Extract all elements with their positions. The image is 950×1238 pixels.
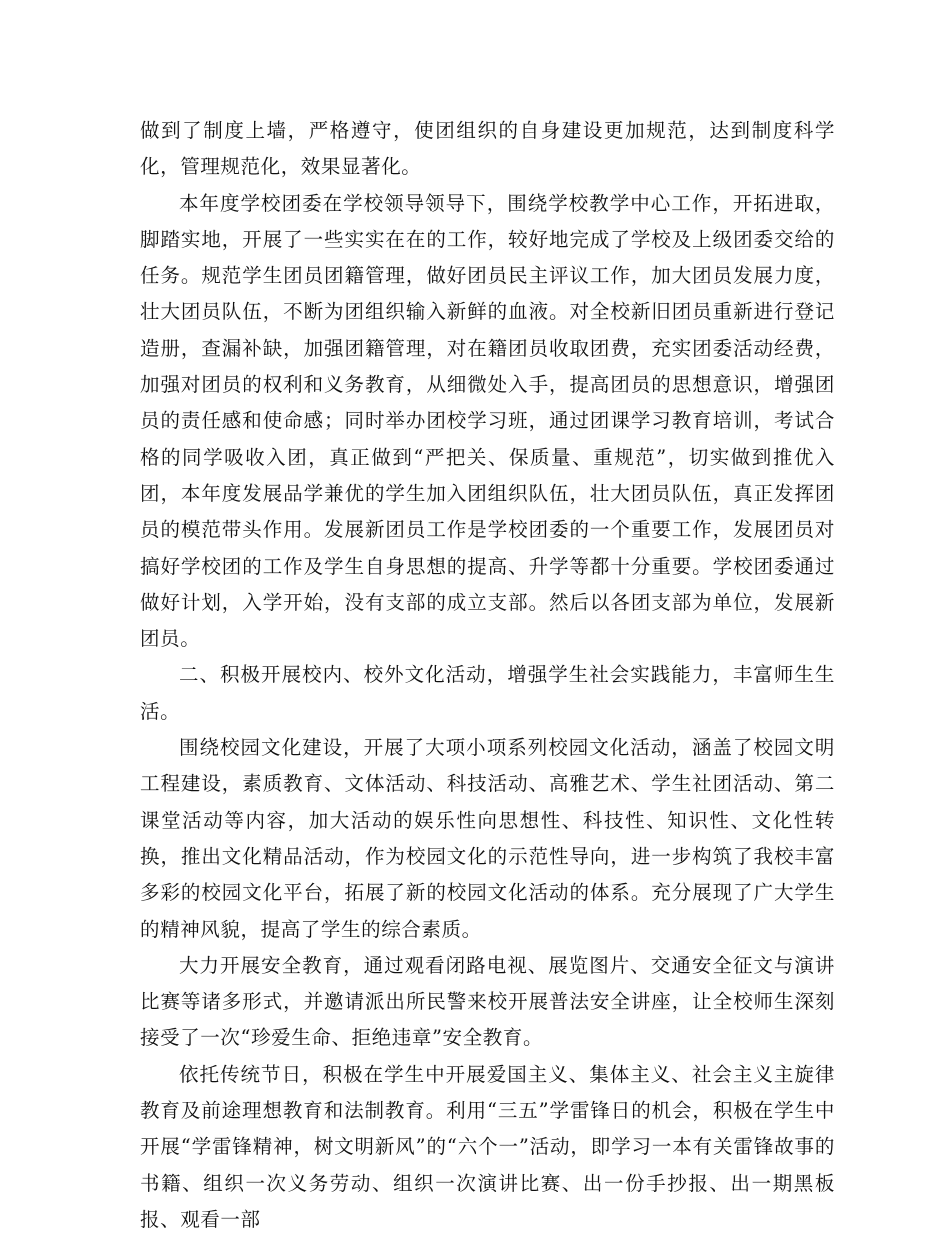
paragraph-5: 依托传统节日，积极在学生中开展爱国主义、集体主义、社会主义主旋律教育及前途理想教育和法制教育。利用“三五”学雷锋日的机会，积极在学生中开展“学雷锋精神，树文明新风”的“六个一”活动，即学习一本有关雷锋故事的书籍、组织一次义务劳动、组织一次演讲比赛、出一份手抄报、出一期黑板报、观看一部	[140, 1062, 835, 1231]
section-heading-2: 二、积极开展校内、校外文化活动，增强学生社会实践能力，丰富师生生活。	[140, 663, 835, 723]
paragraph-1: 做到了制度上墙，严格遵守，使团组织的自身建设更加规范，达到制度科学化，管理规范化，效果显著化。	[140, 119, 835, 179]
paragraph-4: 大力开展安全教育，通过观看闭路电视、展览图片、交通安全征文与演讲比赛等诸多形式，并邀请派出所民警来校开展普法安全讲座，让全校师生深刻接受了一次“珍爱生命、拒绝违章”安全教育。	[140, 953, 835, 1050]
paragraph-2: 本年度学校团委在学校领导领导下，围绕学校教学中心工作，开拓进取，脚踏实地，开展了一些实实在在的工作，较好地完成了学校及上级团委交给的任务。规范学生团员团籍管理，做好团员民主评议工作，加大团员发展力度，壮大团员队伍，不断为团组织输入新鲜的血液。对全校新旧团员重新进行登记造册，查漏补缺，加强团籍管理，对在籍团员收取团费，充实团委活动经费，加强对团员的权利和义务教育，从细微处入手，提高团员的思想意识，增强团员的责任感和使命感；同时举办团校学习班，通过团课学习教育培训，考试合格的同学吸收入团，真正做到“严把关、保质量、重规范”，切实做到推优入团，本年度发展品学兼优的学生加入团组织队伍，壮大团员队伍，真正发挥团员的模范带头作用。发展新团员工作是学校团委的一个重要工作，发展团员对搞好学校团的工作及学生自身思想的提高、升学等都十分重要。学校团委通过做好计划，入学开始，没有支部的成立支部。然后以各团支部为单位，发展新团员。	[140, 191, 835, 651]
paragraph-3: 围绕校园文化建设，开展了大项小项系列校园文化活动，涵盖了校园文明工程建设，素质教育、文体活动、科技活动、高雅艺术、学生社团活动、第二课堂活动等内容，加大活动的娱乐性向思想性、科技性、知识性、文化性转换，推出文化精品活动，作为校园文化的示范性导向，进一步构筑了我校丰富多彩的校园文化平台，拓展了新的校园文化活动的体系。充分展现了广大学生的精神风貌，提高了学生的综合素质。	[140, 736, 835, 941]
body-text	[140, 113, 835, 1238]
